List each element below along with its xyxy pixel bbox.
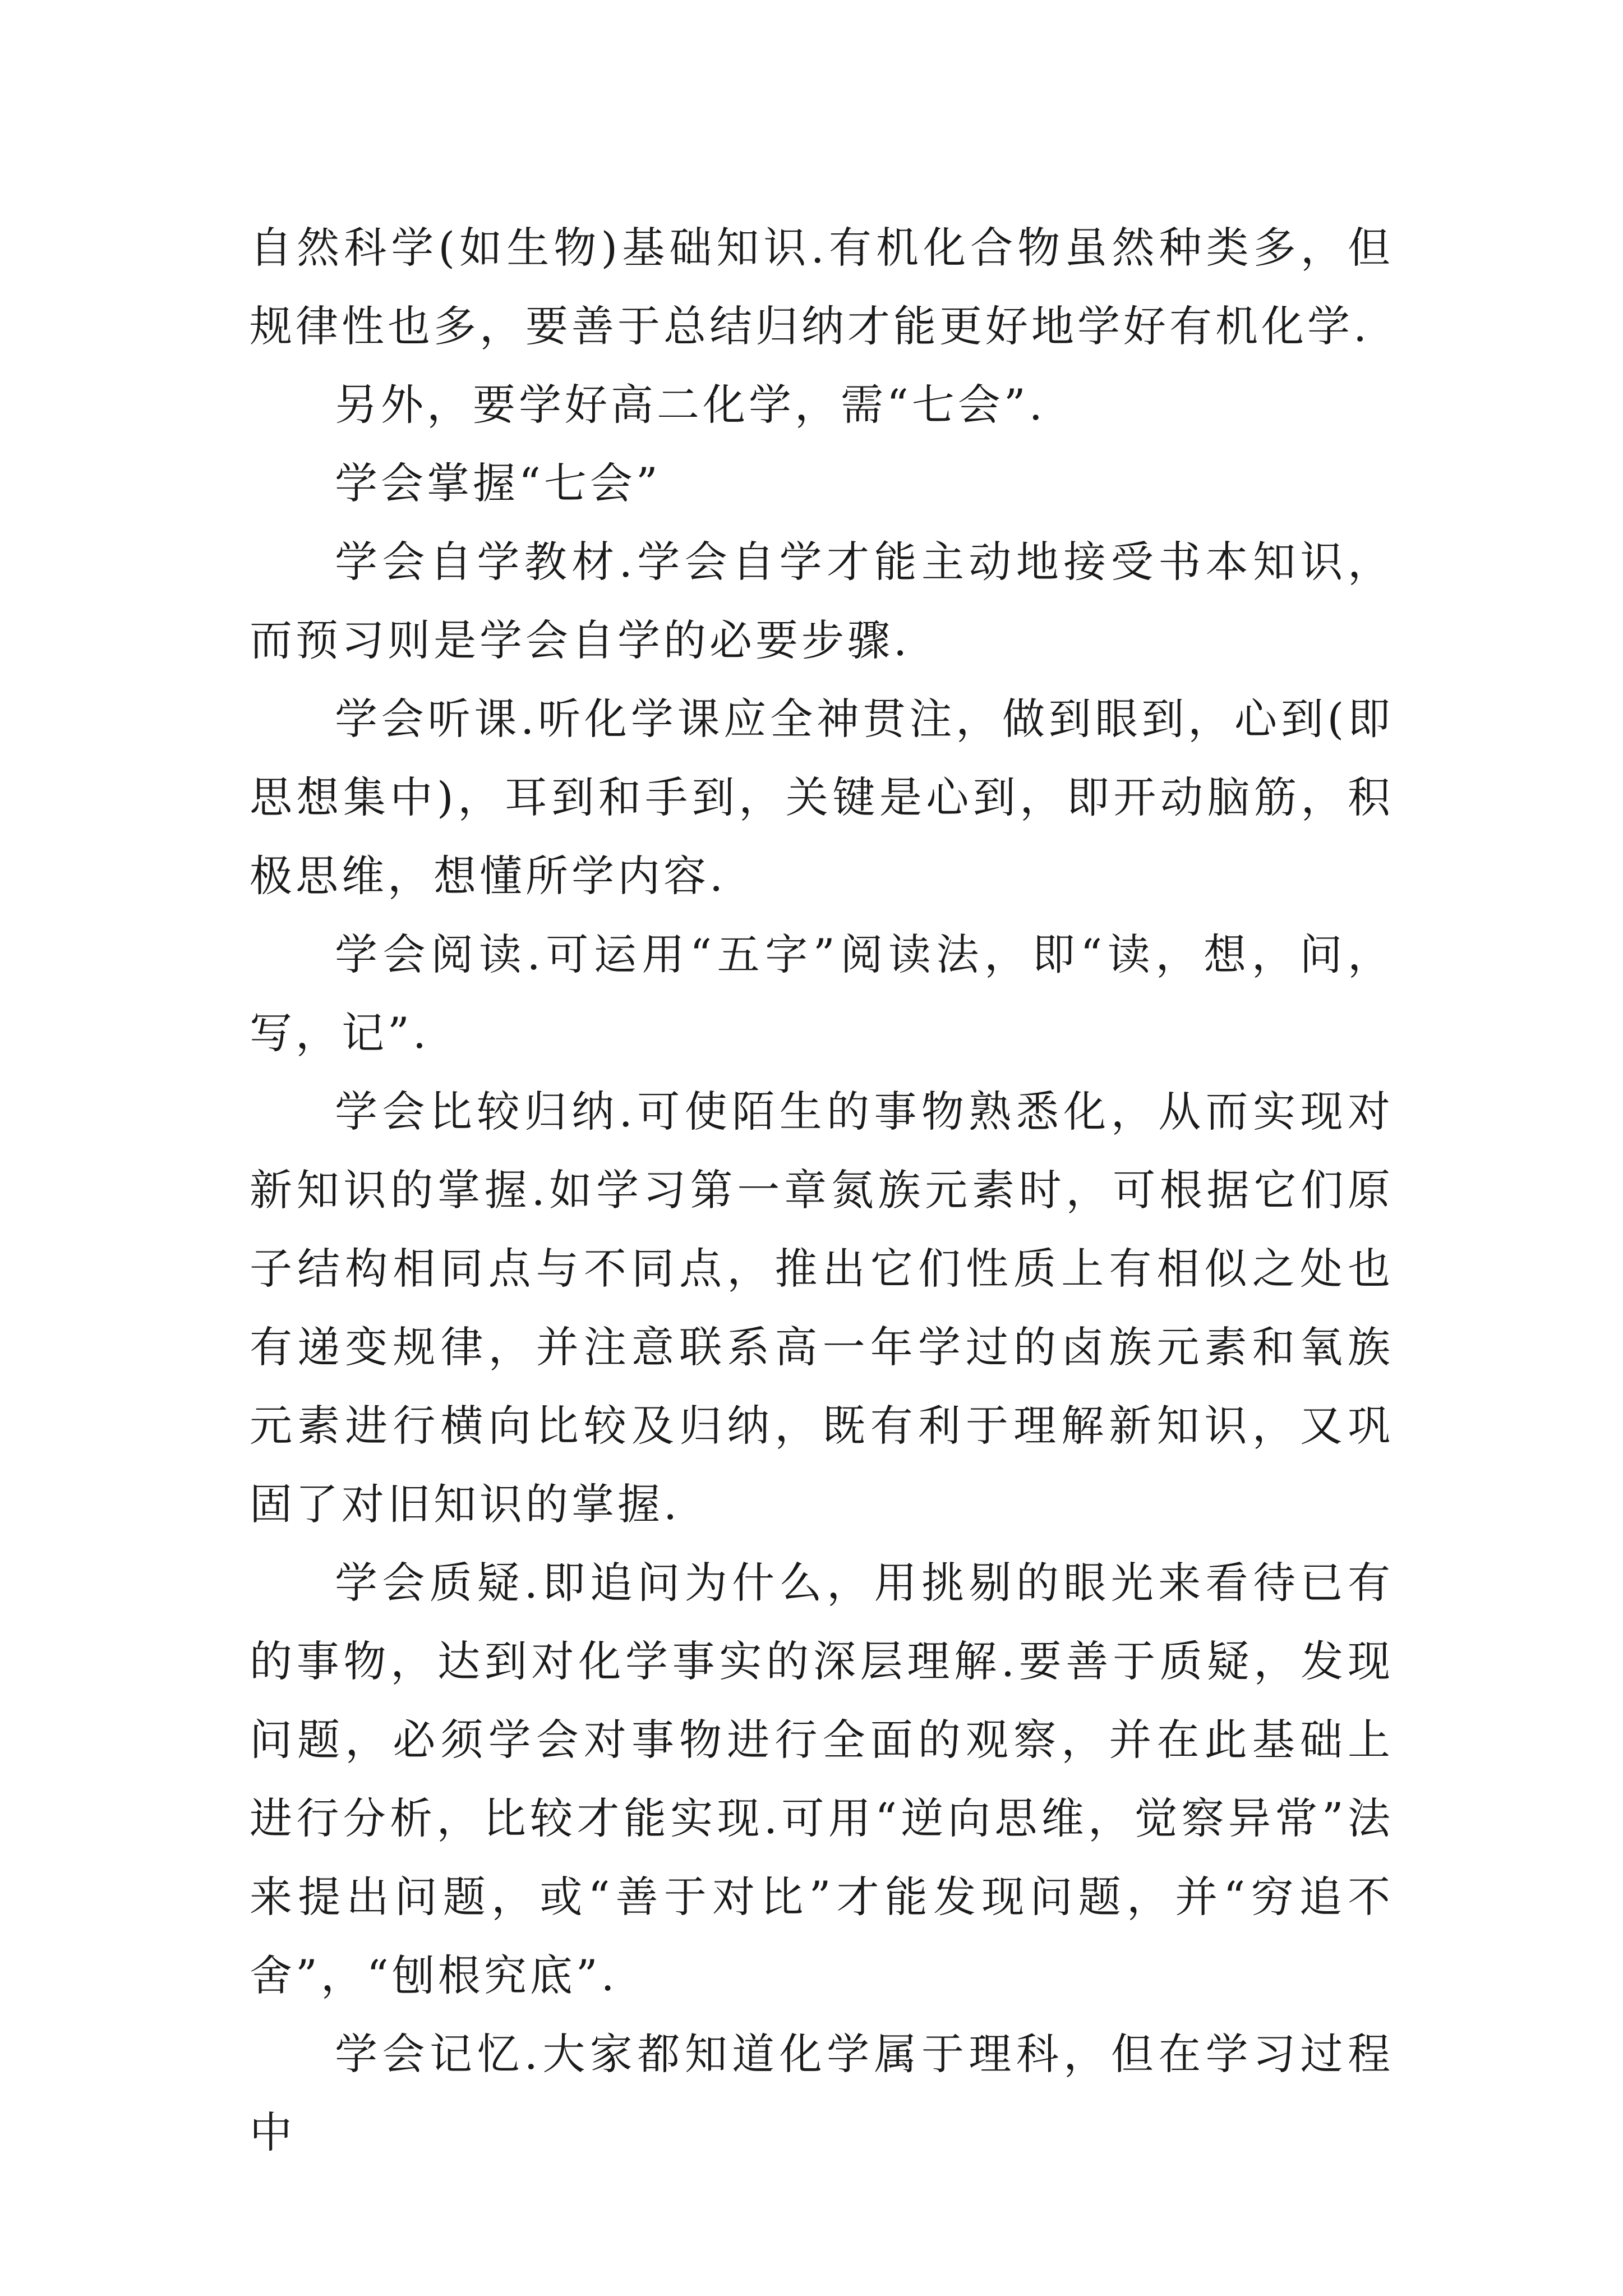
paragraph: 自然科学(如生物)基础知识.有机化合物虽然种类多，但规律性也多，要善于总结归纳才能更好地学好有机化学.: [250, 223, 1394, 351]
paragraph: 学会比较归纳.可使陌生的事物熟悉化，从而实现对新知识的掌握.如学习第一章氮族元素时，可根据它们原子结构相同点与不同点，推出它们性质上有相似之处也有递变规律，并注意联系高一年学过的卤族元素和氧族元素进行横向比较及归纳，既有利于理解新知识，又巩固了对旧知识的掌握.: [250, 1087, 1394, 1529]
paragraph: 学会质疑.即追问为什么，用挑剔的眼光来看待已有的事物，达到对化学事实的深层理解.要善于质疑，发现问题，必须学会对事物进行全面的观察，并在此基础上进行分析，比较才能实现.可用“逆向思维，觉察异常”法来提出问题，或“善于对比”才能发现问题，并“穷追不舍”，“刨根究底”.: [250, 1558, 1394, 2000]
paragraph: 学会阅读.可运用“五字”阅读法，即“读，想，问，写，记”.: [250, 930, 1394, 1058]
body-text: [250, 209, 1394, 2172]
paragraph: 另外，要学好高二化学，需“七会”.: [335, 380, 1046, 430]
section-heading: 学会掌握“七会”: [335, 458, 661, 508]
paragraph: 学会自学教材.学会自学才能主动地接受书本知识，而预习则是学会自学的必要步骤.: [250, 537, 1394, 665]
paragraph: 学会听课.听化学课应全神贯注，做到眼到，心到(即思想集中)，耳到和手到，关键是心到，即开动脑筋，积极思维，想懂所学内容.: [250, 694, 1394, 901]
paragraph: 学会记忆.大家都知道化学属于理科，但在学习过程中: [250, 2029, 1394, 2157]
